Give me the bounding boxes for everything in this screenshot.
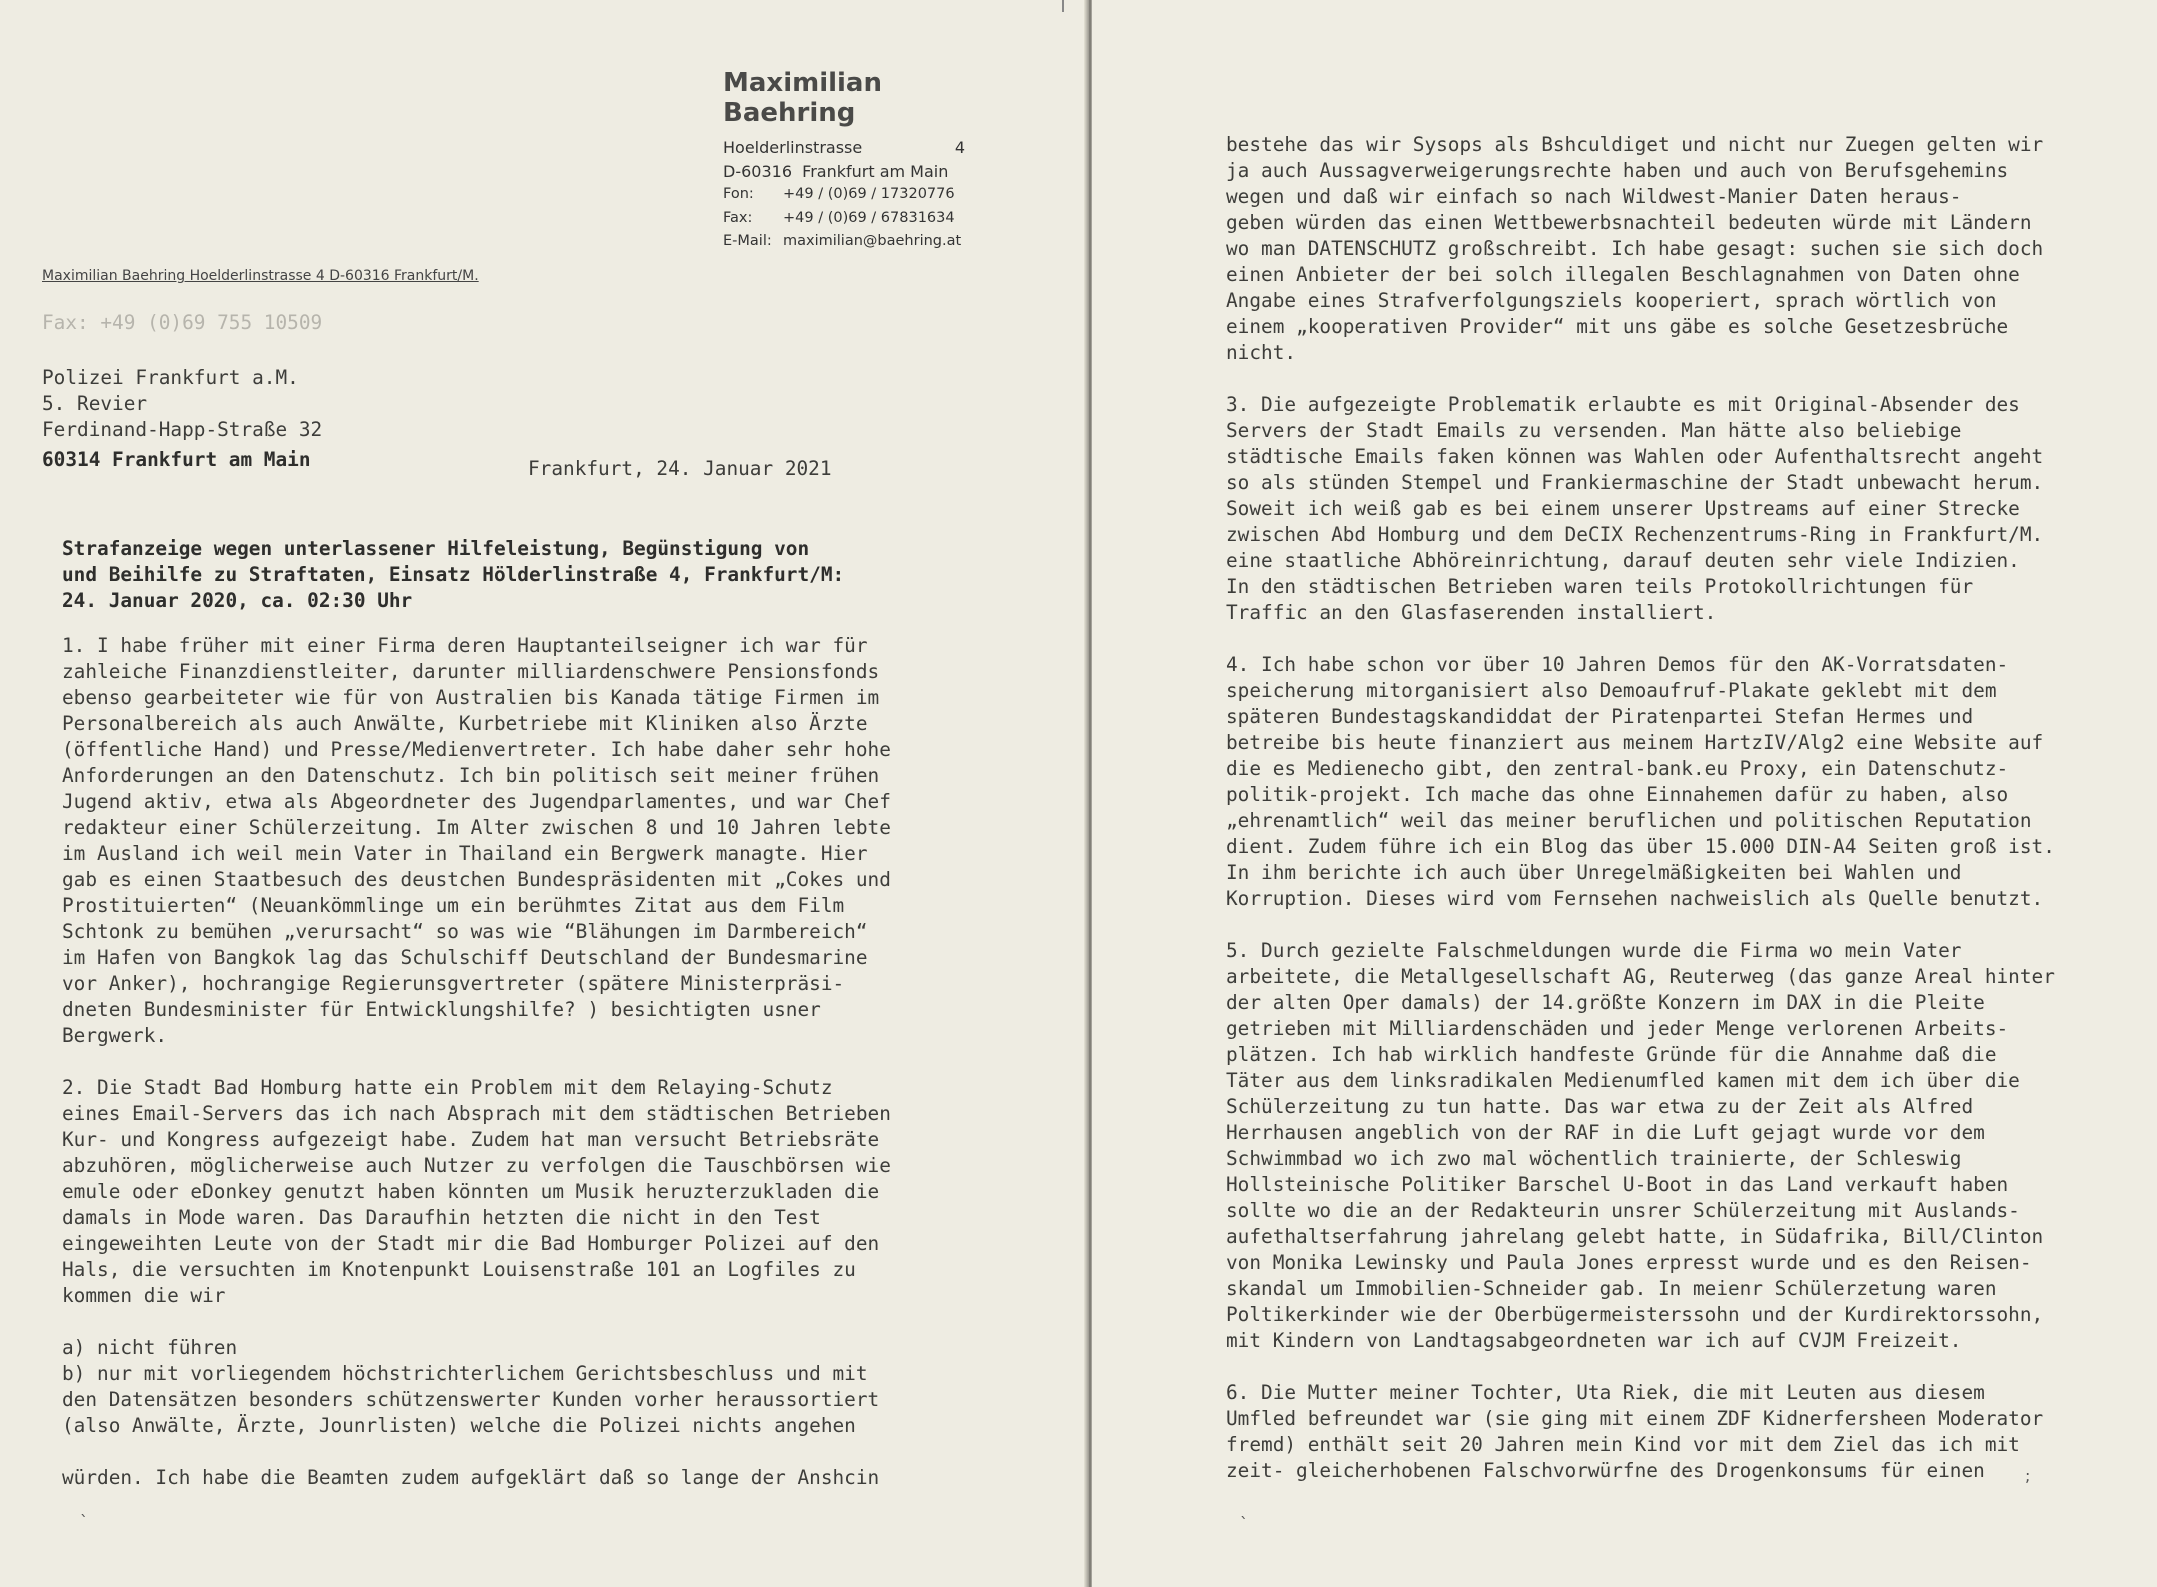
body-line: redakteur einer Schülerzeitung. Im Alter zwischen 8 und 10 Jahren lebte [62,816,891,839]
email-label: E-Mail: [723,233,772,249]
subject-line: 24. Januar 2020, ca. 02:30 Uhr [62,589,413,612]
body-line: damals in Mode waren. Das Daraufhin hetzten die nicht in den Test [62,1206,821,1229]
body-line: 3. Die aufgezeigte Problematik erlaubte es mit Original-Absender des [1226,393,2020,416]
paragraph-spacer [62,1049,891,1075]
recipient-line: Polizei Frankfurt a.M. [42,366,299,389]
body-line: Korruption. Dieses wird vom Fernsehen nachweislich als Quelle benutzt. [1226,887,2044,910]
body-line: Bergwerk. [62,1024,168,1047]
paragraph-spacer [1226,626,2055,652]
recipient-line: 5. Revier [42,392,148,415]
recipient-line: 60314 Frankfurt am Main [42,448,311,471]
right-body [1226,132,2055,1484]
paragraph-spacer [1226,912,2055,938]
fon-label: Fon: [723,186,754,202]
paragraph-spacer [1226,1354,2055,1380]
body-line: 4. Ich habe schon vor über 10 Jahren Demos für den AK-Vorratsdaten- [1226,653,2009,676]
body-line: Jugend aktiv, etwa als Abgeordneter des Jugendparlamentes, und war Chef [62,790,891,813]
scan-tick [1062,0,1064,12]
body-line: dient. Zudem führe ich ein Blog das über 15.000 DIN-A4 Seiten groß ist. [1226,835,2055,858]
body-line: Täter aus dem linksradikalen Medienumfled kamen mit dem ich über die [1226,1069,2020,1092]
body-line: bestehe das wir Sysops als Bshculdiget und nicht nur Zuegen gelten wir [1226,133,2044,156]
body-line: 2. Die Stadt Bad Homburg hatte ein Problem mit dem Relaying-Schutz [62,1076,833,1099]
recipient-address [42,365,322,473]
body-line: zeit- gleicherhobenen Falschvorwürfne des Drogenkonsums für einen [1226,1459,1985,1482]
body-line: dneten Bundesminister für Entwicklungshilfe? ) besichtigten usner [62,998,821,1021]
scan-speck: ; [2025,1466,2031,1485]
scan-speck: ˋ [1240,1514,1248,1533]
paragraph-spacer [1226,366,2055,392]
body-line: eingeweihten Leute von der Stadt mir die Bad Homburger Polizei auf den [62,1232,880,1255]
recipient-line: Ferdinand-Happ-Straße 32 [42,418,323,441]
letterhead-street: Hoelderlinstrasse [723,138,863,157]
body-line: In den städtischen Betrieben waren teils Protokollrichtungen für [1226,575,1974,598]
body-line: wegen und daß wir einfach so nach Wildwest-Manier Daten heraus- [1226,185,1962,208]
body-paragraph [1226,392,2055,626]
body-line: zwischen Abd Homburg und dem DeCIX Rechenzentrums-Ring in Frankfurt/M. [1226,523,2044,546]
body-line: skandal um Immobilien-Schneider gab. In meienr Schülerzetung waren [1226,1277,1997,1300]
body-paragraph [62,1335,891,1439]
sender-line: Maximilian Baehring Hoelderlinstrasse 4 D-60316 Frankfurt/M. [42,268,479,284]
body-line: Hollsteinische Politiker Barschel U-Boot in das Land verkauft haben [1226,1173,2009,1196]
body-line: getrieben mit Milliardenschäden und jeder Menge verlorenen Arbeits- [1226,1017,2009,1040]
body-line: eine staatliche Abhöreinrichtung, darauf deuten sehr viele Indizien. [1226,549,2020,572]
body-paragraph [62,1465,891,1491]
subject [62,536,844,614]
body-line: emule oder eDonkey genutzt haben könnten um Musik heruzterzukladen die [62,1180,880,1203]
body-line: Angabe eines Strafverfolgungsziels kooperiert, sprach wörtlich von [1226,289,1997,312]
letterhead-fax [723,207,973,231]
body-line: den Datensätzen besonders schützenswerter Kunden vorher heraussortiert [62,1388,880,1411]
body-line: späteren Bundestagskandiddat der Piratenpartei Stefan Hermes und [1226,705,1974,728]
body-line: Anforderungen an den Datenschutz. Ich bin politisch seit meiner frühen [62,764,880,787]
body-paragraph [62,633,891,1049]
body-line: wo man DATENSCHUTZ großschreibt. Ich habe gesagt: suchen sie sich doch [1226,237,2044,260]
left-body [62,633,891,1491]
scan-speck: ˋ [80,1512,88,1531]
body-line: 1. I habe früher mit einer Firma deren Hauptanteilseigner ich war für [62,634,868,657]
body-line: mit Kindern von Landtagsabgeordneten war ich auf CVJM Freizeit. [1226,1329,1962,1352]
body-line: im Hafen von Bangkok lag das Schulschiff Deutschland der Bundesmarine [62,946,868,969]
body-line: Prostituierten“ (Neuankömmlinge um ein berühmtes Zitat aus dem Film [62,894,845,917]
body-line: Soweit ich weiß gab es bei einem unserer Upstreams auf einer Strecke [1226,497,2020,520]
letter-date: Frankfurt, 24. Januar 2021 [528,457,832,480]
body-paragraph [1226,652,2055,912]
body-line: die es Medienecho gibt, den zentral-bank.eu Proxy, ein Datenschutz- [1226,757,2009,780]
fax-recipient-line: Fax: +49 (0)69 755 10509 [42,311,323,334]
letterhead-name: Maximilian Baehring [723,68,882,128]
letterhead-email [723,230,973,254]
body-paragraph [62,1075,891,1309]
body-line: Schwimmbad wo ich zwo mal wöchentlich trainierte, der Schleswig [1226,1147,1962,1170]
body-line: Kur- und Kongress aufgezeigt habe. Zudem hat man versucht Betriebsräte [62,1128,880,1151]
body-line: Schtonk zu bemühen „verursacht“ so was wie “Blähungen im Darmbereich“ [62,920,868,943]
body-line: (also Anwälte, Ärzte, Jounrlisten) welche die Polizei nichts angehen [62,1414,856,1437]
letterhead-house-number: 4 [954,138,965,157]
body-line: Traffic an den Glasfaserenden installiert. [1226,601,1717,624]
letterhead-fon [723,183,973,207]
body-line: von Monika Lewinsky und Paula Jones erpresst wurde und es den Reisen- [1226,1251,2032,1274]
body-line: geben würden das einen Wettbewerbsnachteil bedeuten würde mit Ländern [1226,211,2032,234]
body-line: 5. Durch gezielte Falschmeldungen wurde die Firma wo mein Vater [1226,939,1962,962]
body-line: „ehrenamtlich“ weil das meiner beruflichen und politischen Reputation [1226,809,2032,832]
body-line: eines Email-Servers das ich nach Absprach mit dem städtischen Betrieben [62,1102,891,1125]
body-line: Personalbereich als auch Anwälte, Kurbetriebe mit Kliniken also Ärzte [62,712,868,735]
fon-number: +49 / (0)69 / 17320776 [783,186,955,202]
letterhead [723,68,973,254]
subject-line: Strafanzeige wegen unterlassener Hilfeleistung, Begünstigung von [62,537,810,560]
body-line: (öffentliche Hand) und Presse/Medienvertreter. Ich habe daher sehr hohe [62,738,891,761]
letterhead-address [723,136,973,254]
body-line: vor Anker), hochrangige Regierunsgvertreter (spätere Ministerpräsi- [62,972,845,995]
body-paragraph [1226,938,2055,1354]
body-line: ja auch Aussagverweigerungsrechte haben und auch von Berufsgehemins [1226,159,2009,182]
body-line: Hals, die versuchten im Knotenpunkt Louisenstraße 101 an Logfiles zu [62,1258,856,1281]
body-line: betreibe bis heute finanziert aus meinem HartzIV/Alg2 eine Website auf [1226,731,2044,754]
body-line: In ihm berichte ich auch über Unregelmäßigkeiten bei Wahlen und [1226,861,1962,884]
body-line: zahleiche Finanzdienstleiter, darunter milliardenschwere Pensionsfonds [62,660,880,683]
body-line: Servers der Stadt Emails zu versenden. Man hätte also beliebige [1226,419,1962,442]
body-line: arbeitete, die Metallgesellschaft AG, Reuterweg (das ganze Areal hinter [1226,965,2055,988]
body-paragraph [1226,1380,2055,1484]
body-line: einen Anbieter der bei solch illegalen Beschlagnahmen von Daten ohne [1226,263,2020,286]
paragraph-spacer [62,1439,891,1465]
body-line: speicherung mitorganisiert also Demoaufruf-Plakate geklebt mit dem [1226,679,1997,702]
right-page [1092,0,2157,1587]
body-line: Herrhausen angeblich von der RAF in die Luft gejagt wurde vor dem [1226,1121,1985,1144]
body-line: nicht. [1226,341,1297,364]
body-line: 6. Die Mutter meiner Tochter, Uta Riek, die mit Leuten aus diesem [1226,1381,1985,1404]
body-line: Poltikerkinder wie der Oberbügermeisterssohn und der Kurdirektorssohn, [1226,1303,2044,1326]
body-line: politik-projekt. Ich mache das ohne Einnahemen dafür zu haben, also [1226,783,2009,806]
body-line: sollte wo die an der Redakteurin unsrer Schülerzeitung mit Auslands- [1226,1199,2020,1222]
body-line: gab es einen Staatbesuch des deustchen Bundespräsidenten mit „Cokes und [62,868,891,891]
body-line: aufethaltserfahrung jahrelang gelebt hatte, in Südafrika, Bill/Clinton [1226,1225,2044,1248]
body-line: Schülerzeitung zu tun hatte. Das war etwa zu der Zeit als Alfred [1226,1095,1974,1118]
body-line: würden. Ich habe die Beamten zudem aufgeklärt daß so lange der Anshcin [62,1466,880,1489]
body-line: fremd) enthält seit 20 Jahren mein Kind vor mit dem Ziel das ich mit [1226,1433,2020,1456]
body-line: städtische Emails faken können was Wahlen oder Aufenthaltsrecht angeht [1226,445,2044,468]
body-line: a) nicht führen [62,1336,238,1359]
body-line: Umfled befreundet war (sie ging mit einem ZDF Kidnerfersheen Moderator [1226,1407,2044,1430]
email-address: maximilian@baehring.at [783,233,962,249]
fax-label: Fax: [723,209,753,226]
body-line: kommen die wir [62,1284,226,1307]
body-line: so als stünden Stempel und Frankiermaschine der Stadt unbewacht herum. [1226,471,2044,494]
body-line: der alten Oper damals) der 14.größte Konzern im DAX in die Pleite [1226,991,1985,1014]
body-paragraph [1226,132,2055,366]
fax-number: +49 / (0)69 / 67831634 [783,209,955,226]
body-line: einem „kooperativen Provider“ mit uns gäbe es solche Gesetzesbrüche [1226,315,2009,338]
subject-line: und Beihilfe zu Straftaten, Einsatz Hölderlinstraße 4, Frankfurt/M: [62,563,845,586]
body-line: im Ausland ich weil mein Vater in Thailand ein Bergwerk managte. Hier [62,842,868,865]
paragraph-spacer [62,1309,891,1335]
body-line: ebenso gearbeiteter wie für von Australien bis Kanada tätige Firmen im [62,686,880,709]
body-line: b) nur mit vorliegendem höchstrichterlichem Gerichtsbeschluss und mit [62,1362,868,1385]
body-line: abzuhören, möglicherweise auch Nutzer zu verfolgen die Tauschbörsen wie [62,1154,891,1177]
body-line: plätzen. Ich hab wirklich handfeste Gründe für die Annahme daß die [1226,1043,1997,1066]
letterhead-city: D-60316 Frankfurt am Main [723,161,949,181]
